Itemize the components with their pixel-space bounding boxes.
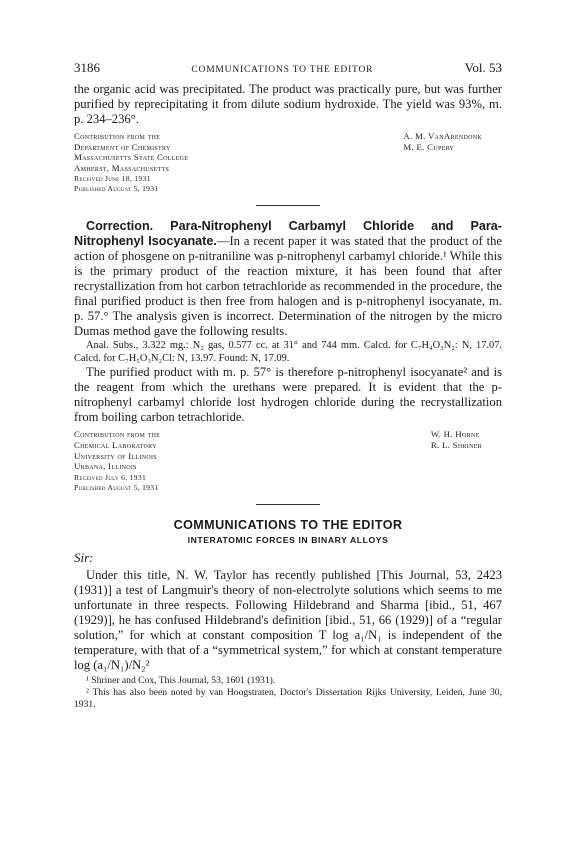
authors-2	[431, 429, 502, 491]
published-date: Published August 5, 1931	[74, 184, 159, 194]
institution-line: Contribution from the	[74, 131, 161, 141]
section-divider	[256, 205, 320, 206]
analysis-line: Anal. Subs., 3.322 mg.: N₂ gas, 0.577 cc. at 31° and 744 mm. Calcd. for C₇H₄O₃N₂: N, 17.07. Calcd. for C₇H₅O₃N₂Cl: N, 13.97. Found: N, 17.09.	[74, 340, 502, 365]
footnote: ¹ Shriner and Cox, This Journal, 53, 1601 (1931).	[86, 674, 276, 686]
institution-line: Department of Chemistry	[74, 141, 171, 152]
author-name: A. M. VanArendonk	[403, 131, 482, 141]
volume-label: Vol. 53	[464, 60, 502, 75]
communication-paragraph: Under this title, N. W. Taylor has recently published [This Journal, 53, 2423 (1931)] a test of Langmuir's theory of non-electrolyte solutions which seems to me unfortunate in three respects. Following Hildebrand and Sharma [ibid., 51, 467 (1929)], he has confused Hildebrand's definition [ibid., 51, 66 (1929)] of a “regular solution,” for which at constant composition T log a₁/N₁ is independent of the temperature, with that of a “symmetrical system,” for which at constant temperature log (a₁/N₁)/N₂²	[74, 567, 502, 672]
article-title: INTERATOMIC FORCES IN BINARY ALLOYS	[187, 534, 389, 545]
opening-paragraph: the organic acid was precipitated. The product was practically pure, but was further purified by reprecipitating it from dilute sodium hydroxide. The yield was 93%, m. p. 234–236°.	[74, 82, 502, 126]
footnote: ² This has also been noted by van Hoogstraten, Doctor's Dissertation Rijks University, Leiden, June 30, 1931.	[74, 686, 502, 710]
page-number: 3186	[74, 60, 100, 75]
received-date: Received July 6, 1931	[74, 472, 147, 482]
correction-title: Correction. Para-Nitrophenyl Carbamyl Chloride and Para-Nitrophenyl Isocyanate.	[74, 219, 502, 249]
page-header	[74, 60, 502, 76]
received-date: Received June 18, 1931	[74, 174, 151, 184]
authors-1	[403, 131, 502, 193]
running-title: COMMUNICATIONS TO THE EDITOR	[191, 65, 374, 75]
institution-1	[74, 131, 188, 193]
author-name: R. L. Shriner	[430, 439, 482, 450]
footnotes	[74, 675, 502, 711]
section-divider	[256, 504, 320, 505]
correction-body: —In a recent paper it was stated that the product of the action of phosgene on p-nitraniline was p-nitrophenyl carbamyl chloride.¹ While this is the primary product of the reaction mixture, it has been found that after recrystallization from hot carbon tetrachloride as recommended in the procedure, the final purified product is then free from halogen and is p-nitrophenyl isocyanate, m. p. 57.° The analysis given is incorrect. Determination of the nitrogen by the micro Dumas method gave the following results.	[74, 234, 502, 339]
journal-page	[74, 60, 502, 711]
published-date: Published August 5, 1931	[74, 482, 159, 492]
institution-line: Urbana, Illinois	[74, 461, 137, 472]
institution-2	[74, 429, 160, 491]
salutation: Sir:	[74, 549, 94, 565]
signature-block-2	[74, 429, 502, 491]
author-name: W. H. Horne	[430, 429, 480, 440]
institution-line: Chemical Laboratory	[74, 439, 157, 450]
correction-paragraph	[74, 219, 502, 339]
signature-block-1	[74, 131, 502, 193]
section-heading: COMMUNICATIONS TO THE EDITOR	[173, 517, 403, 532]
institution-line: Amherst, Massachusetts	[74, 162, 170, 173]
author-name: M. E. Cupery	[403, 141, 455, 152]
institution-line: Massachusetts State College	[74, 152, 189, 163]
institution-line: Contribution from the	[74, 429, 161, 440]
institution-line: University of Illinois	[74, 450, 157, 461]
correction-paragraph-2: The purified product with m. p. 57° is therefore p-nitrophenyl isocyanate² and is the reagent from which the urethans were prepared. It is evident that the p-nitrophenyl carbamyl chloride lost hydrogen chloride during the recrystallization from boiling carbon tetrachloride.	[74, 365, 502, 425]
